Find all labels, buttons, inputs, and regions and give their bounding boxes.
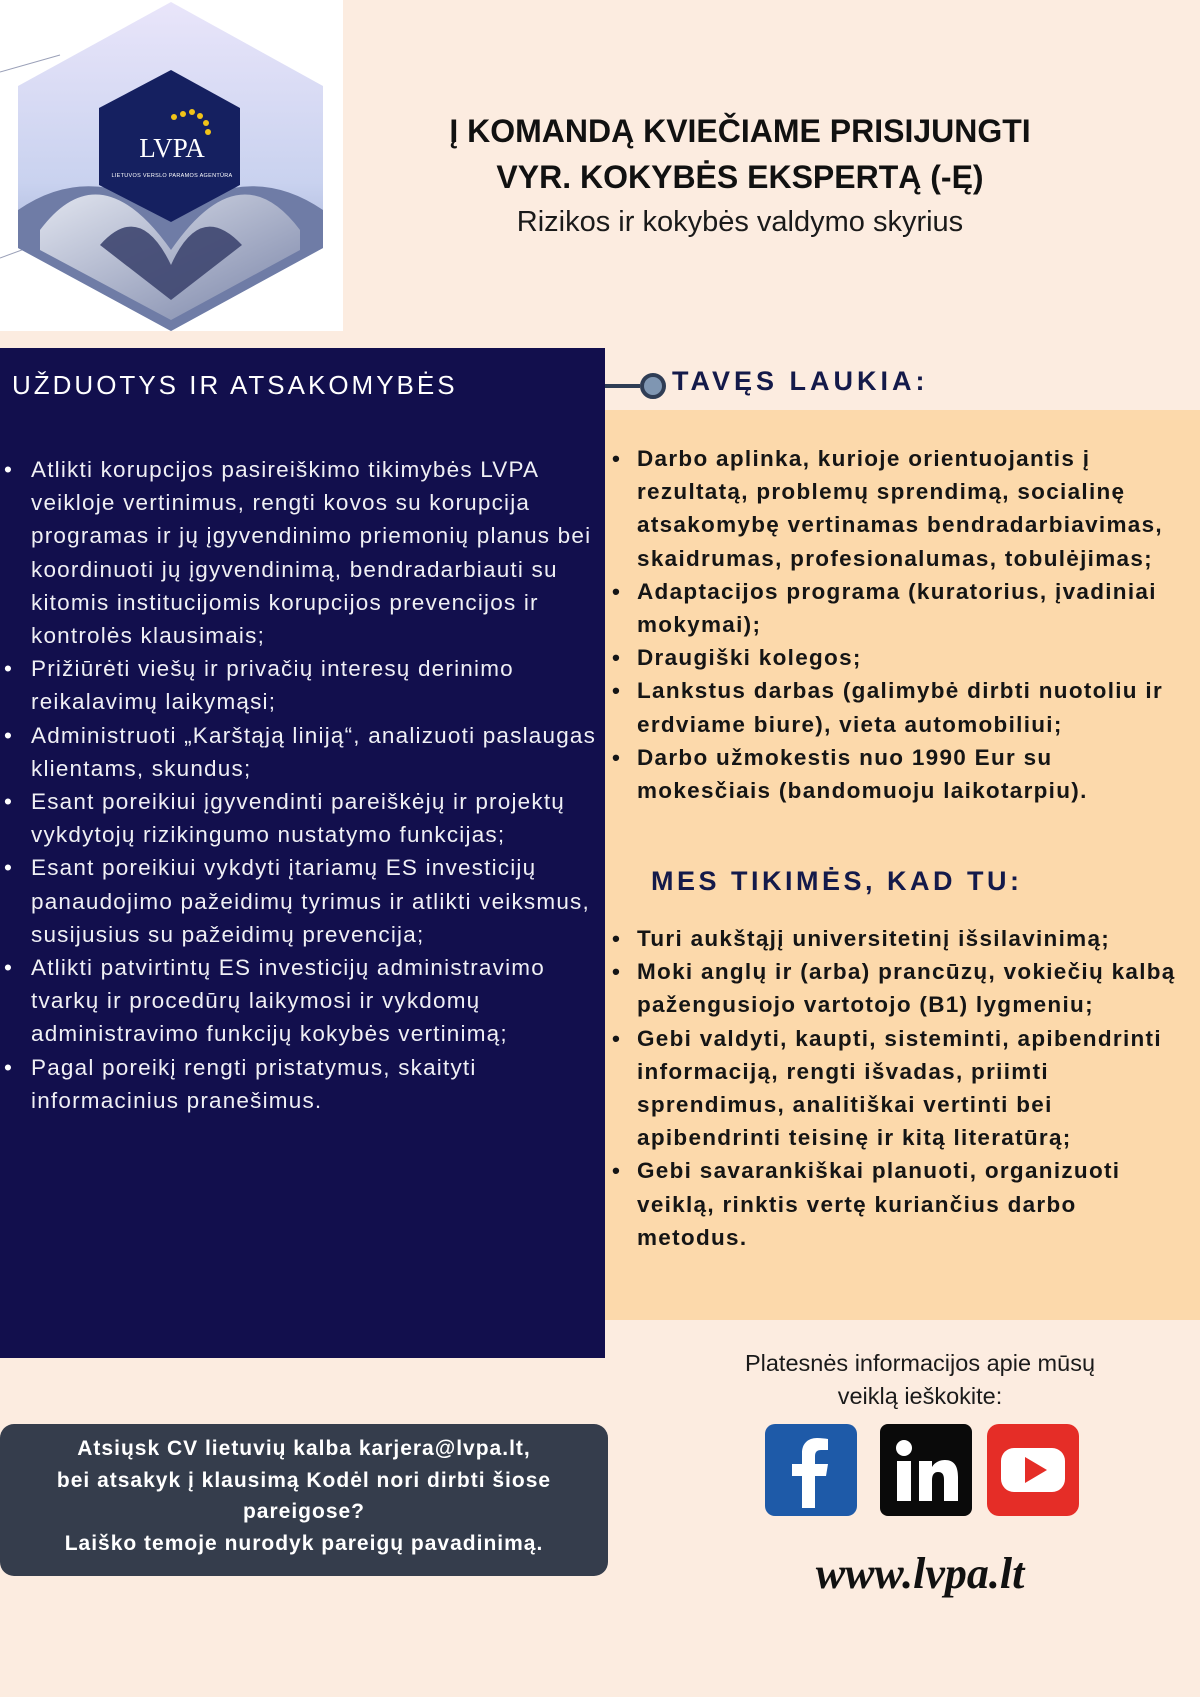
more-info-text [700,1347,1140,1413]
cta-line-3: Laiško temoje nurodyk pareigų pavadinimą. [64,1531,544,1555]
duties-heading: UŽDUOTYS IR ATSAKOMYBĖS [12,370,458,400]
list-item: • Darbo aplinka, kurioje orientuojantis į rezultatą, problemų sprendimą, socialinę atsakomybę vertinamas bendradarbiavimas, skaidrumas, profesionalumas, tobulėjimas; [637,442,1192,575]
expectations-heading: MES TIKIMĖS, KAD TU: [651,866,1023,896]
logo-subtitle: LIETUVOS VERSLO PARAMOS AGENTŪRA [111,173,233,179]
list-item: • Gebi savarankiškai planuoti, organizuoti veiklą, rinktis vertę kuriančius darbo metodus. [637,1154,1192,1254]
list-item: • Atlikti patvirtintų ES investicijų administravimo tvarkų ir procedūrų laikymosi ir vykdomų administravimo funkcijų kokybės vertinimą; [30,951,600,1051]
department-name: Rizikos ir kokybės valdymo skyrius [516,206,964,238]
info-line-1: Platesnės informacijos apie mūsų [744,1350,1096,1376]
connector-line [605,384,640,388]
list-item: • Moki anglų ir (arba) prancūzų, vokiečių kalbą pažengusiojo vartotojo (B1) lygmeniu; [637,955,1192,1021]
list-item: • Administruoti „Karštąją liniją“, analizuoti paslaugas klientams, skundus; [30,719,600,785]
logo-wordmark: LVPA [139,133,205,163]
list-item: • Esant poreikiui įgyvendinti pareiškėjų ir projektų vykdytojų rizikingumo nustatymo funkcijas; [30,785,600,851]
website-link[interactable]: www.lvpa.lt [815,1549,1025,1598]
duties-panel [0,348,605,1358]
list-item: • Adaptacijos programa (kuratorius, įvadiniai mokymai); [637,575,1192,641]
list-item: • Draugiški kolegos; [637,641,1192,674]
title-line-2: VYR. KOKYBĖS EKSPERTĄ (-Ę) [496,159,984,195]
list-item: • Gebi valdyti, kaupti, sisteminti, apibendrinti informaciją, rengti išvadas, priimti sprendimus, analitiškai vertinti bei apibendrinti teisinę ir kitą literatūrą; [637,1022,1192,1155]
offers-heading: TAVĘS LAUKIA: [672,366,929,396]
list-item: • Turi aukštąjį universitetinį išsilavinimą; [637,922,1192,955]
connector-dot-icon [640,373,666,399]
facebook-icon[interactable] [765,1424,857,1516]
duties-list [30,453,600,1117]
logo-graphic [0,0,343,331]
list-item: • Darbo užmokestis nuo 1990 Eur su mokesčiais (bandomuoju laikotarpiu). [637,741,1192,807]
cta-line-2: bei atsakyk į klausimą Kodėl nori dirbti šiose pareigose? [56,1468,552,1523]
page-title [400,108,1080,244]
info-line-2: veiklą ieškokite: [837,1383,1003,1409]
offers-list [637,442,1192,807]
list-item: • Pagal poreikį rengti pristatymus, skaityti informacinius pranešimus. [30,1051,600,1117]
cta-line-1: Atsiųsk CV lietuvių kalba karjera@lvpa.lt, [77,1437,531,1460]
youtube-icon[interactable] [987,1424,1079,1516]
apply-instructions [0,1424,608,1576]
list-item: • Lankstus darbas (galimybė dirbti nuotoliu ir erdviame biure), vieta automobiliui; [637,674,1192,740]
list-item: • Esant poreikiui vykdyti įtariamų ES investicijų panaudojimo pažeidimų tyrimus ir atlikti veiksmus, susijusius su pažeidimų prevencija; [30,851,600,951]
title-line-1: Į KOMANDĄ KVIEČIAME PRISIJUNGTI [449,113,1031,149]
linkedin-icon[interactable] [880,1424,972,1516]
logo-area [0,0,343,331]
expectations-list [637,922,1192,1254]
list-item: • Prižiūrėti viešų ir privačių interesų derinimo reikalavimų laikymąsi; [30,652,600,718]
list-item: • Atlikti korupcijos pasireiškimo tikimybės LVPA veikloje vertinimus, rengti kovos su korupcija programas ir jų įgyvendinimo priemonių planus bei koordinuoti jų įgyvendinimą, bendradarbiauti su kitomis institucijomis korupcijos prevencijos ir kontrolės klausimais; [30,453,600,652]
